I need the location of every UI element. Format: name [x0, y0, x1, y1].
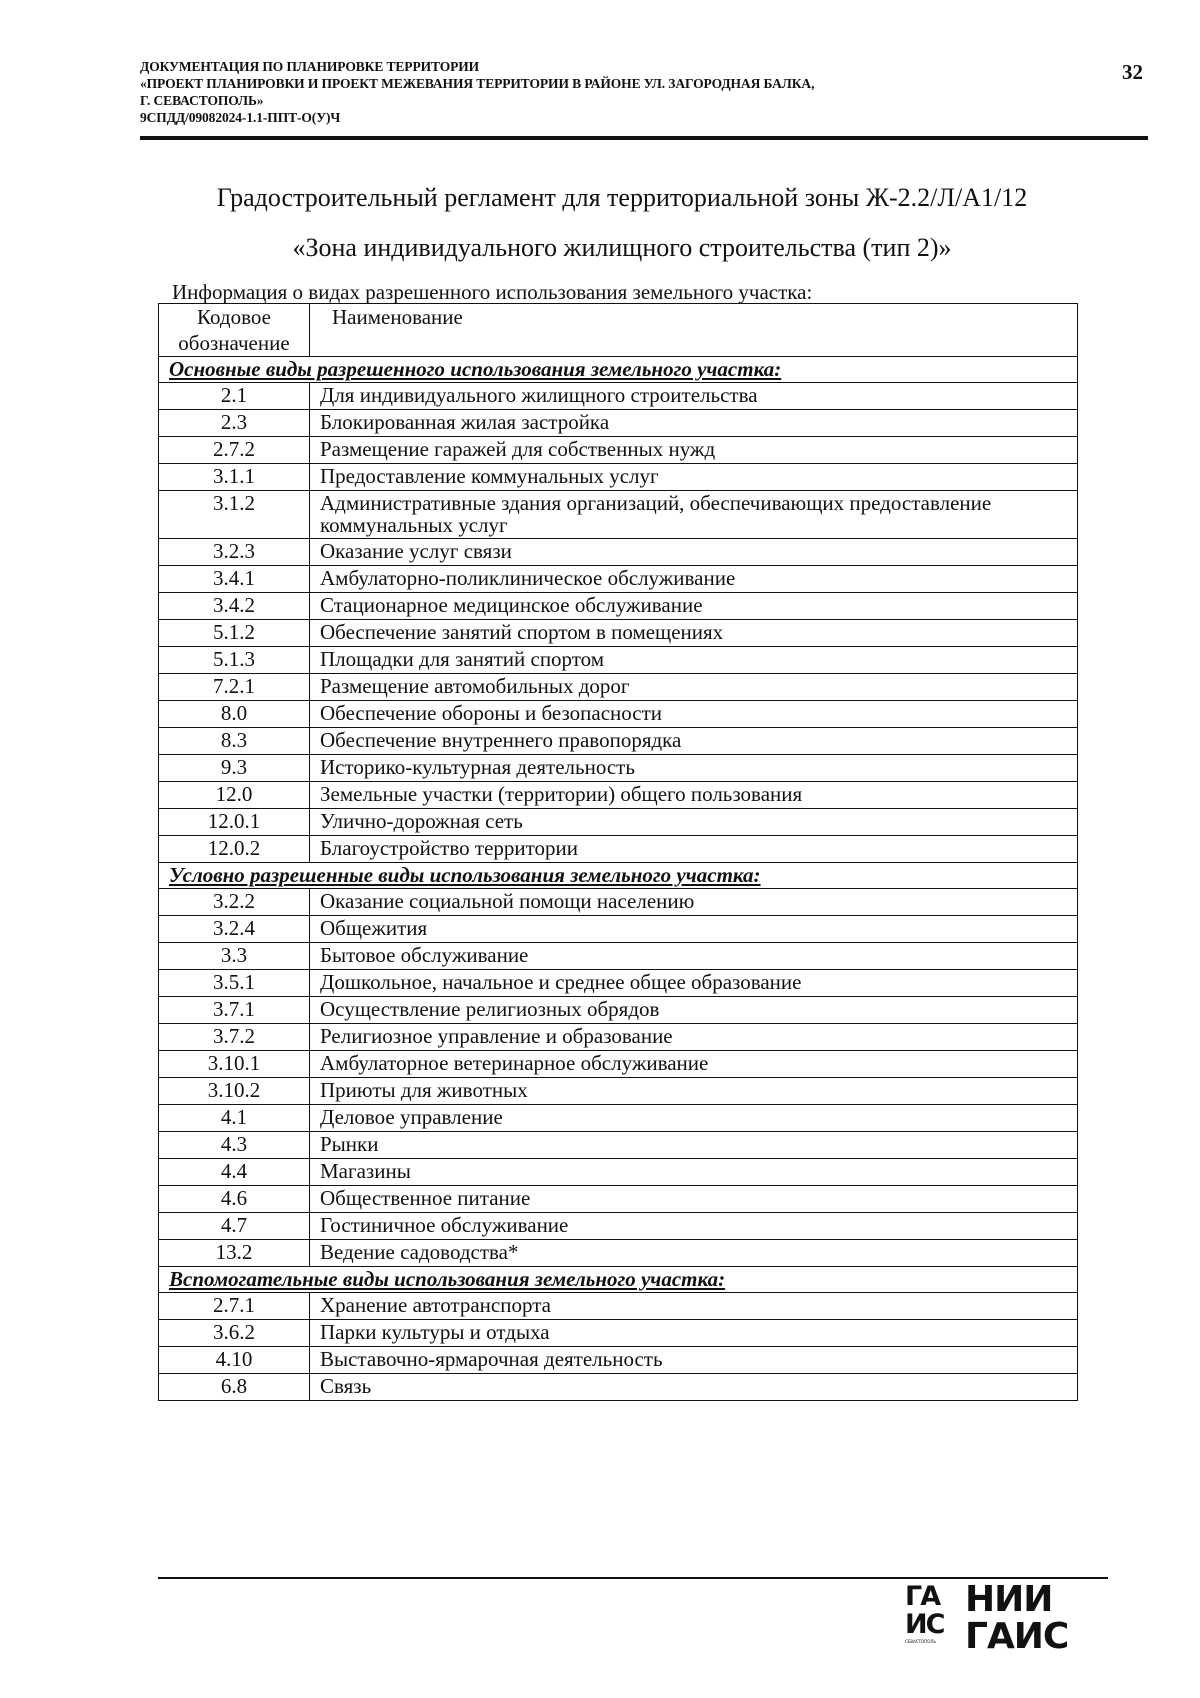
header-line-2: «ПРОЕКТ ПЛАНИРОВКИ И ПРОЕКТ МЕЖЕВАНИЯ ТЕРРИТОРИИ В РАЙОНЕ УЛ. ЗАГОРОДНАЯ БАЛКА,: [140, 76, 815, 91]
logo-mark-top: ГА: [905, 1581, 940, 1612]
table-row: [159, 674, 1078, 701]
use-name: Размещение гаражей для собственных нужд: [310, 437, 1078, 464]
table-row: [159, 464, 1078, 491]
table-row: [159, 889, 1078, 916]
table-row: [159, 701, 1078, 728]
use-name: Предоставление коммунальных услуг: [310, 464, 1078, 491]
use-name: Административные здания организаций, обеспечивающих предоставление коммунальных услуг: [310, 491, 1078, 539]
use-code: 3.4.2: [159, 593, 310, 620]
table-row: [159, 836, 1078, 863]
use-name: Для индивидуального жилищного строительства: [310, 383, 1078, 410]
use-name: Стационарное медицинское обслуживание: [310, 593, 1078, 620]
table-row: [159, 916, 1078, 943]
use-code: 3.7.2: [159, 1024, 310, 1051]
use-code: 3.2.3: [159, 539, 310, 566]
use-name: Обеспечение внутреннего правопорядка: [310, 728, 1078, 755]
use-name: Обеспечение занятий спортом в помещениях: [310, 620, 1078, 647]
section-title: Основные виды разрешенного использования земельного участка:: [159, 357, 1078, 383]
table-row: [159, 566, 1078, 593]
table-row: [159, 1374, 1078, 1401]
use-code: 6.8: [159, 1374, 310, 1401]
table-row: [159, 1078, 1078, 1105]
section-title: Вспомогательные виды использования земельного участка:: [159, 1267, 1078, 1293]
table-row: [159, 491, 1078, 539]
table-row: [159, 1024, 1078, 1051]
header-doc-code: 9СПДД/09082024-1.1-ППТ-О(У)Ч: [140, 110, 341, 125]
table-row: [159, 437, 1078, 464]
page-subtitle: «Зона индивидуального жилищного строительства (тип 2)»: [292, 233, 952, 262]
table-row: [159, 539, 1078, 566]
use-code: 3.1.2: [159, 491, 310, 539]
use-name: Приюты для животных: [310, 1078, 1078, 1105]
niigais-logo: [905, 1579, 1095, 1657]
use-name: Осуществление религиозных обрядов: [310, 997, 1078, 1024]
section-header-row: [159, 863, 1078, 889]
use-name: Ведение садоводства*: [310, 1240, 1078, 1267]
use-code: 7.2.1: [159, 674, 310, 701]
use-name: Земельные участки (территории) общего пользования: [310, 782, 1078, 809]
use-name: Амбулаторное ветеринарное обслуживание: [310, 1051, 1078, 1078]
table-row: [159, 383, 1078, 410]
logo-mark-small: СЕВАСТОПОЛЬ: [905, 1639, 937, 1644]
logo-mark-icon: [905, 1583, 961, 1653]
use-name: Деловое управление: [310, 1105, 1078, 1132]
use-code: 4.1: [159, 1105, 310, 1132]
table-row: [159, 1132, 1078, 1159]
use-name: Рынки: [310, 1132, 1078, 1159]
logo-text-line-1: НИИ: [965, 1579, 1053, 1620]
use-code: 4.10: [159, 1347, 310, 1374]
logo-text: [965, 1581, 1068, 1655]
use-code: 2.1: [159, 383, 310, 410]
use-name: Оказание услуг связи: [310, 539, 1078, 566]
use-code: 13.2: [159, 1240, 310, 1267]
table-row: [159, 1240, 1078, 1267]
col-header-name: Наименование: [310, 304, 1078, 357]
use-name: Историко-культурная деятельность: [310, 755, 1078, 782]
table-row: [159, 1105, 1078, 1132]
table-row: [159, 728, 1078, 755]
use-name: Религиозное управление и образование: [310, 1024, 1078, 1051]
table-row: [159, 620, 1078, 647]
use-name: Выставочно-ярмарочная деятельность: [310, 1347, 1078, 1374]
use-code: 5.1.2: [159, 620, 310, 647]
table-header-row: [159, 304, 1078, 357]
header-line-3: Г. СЕВАСТОПОЛЬ»: [140, 93, 264, 108]
use-code: 2.7.2: [159, 437, 310, 464]
document-header: [140, 58, 1020, 126]
use-name: Площадки для занятий спортом: [310, 647, 1078, 674]
use-code: 3.4.1: [159, 566, 310, 593]
use-name: Гостиничное обслуживание: [310, 1213, 1078, 1240]
header-divider: [140, 136, 1148, 140]
use-name: Бытовое обслуживание: [310, 943, 1078, 970]
use-code: 3.5.1: [159, 970, 310, 997]
use-code: 8.3: [159, 728, 310, 755]
use-name: Благоустройство территории: [310, 836, 1078, 863]
use-code: 3.2.4: [159, 916, 310, 943]
use-code: 4.6: [159, 1186, 310, 1213]
use-code: 2.7.1: [159, 1293, 310, 1320]
use-code: 3.7.1: [159, 997, 310, 1024]
use-name: Улично-дорожная сеть: [310, 809, 1078, 836]
header-line-1: ДОКУМЕНТАЦИЯ ПО ПЛАНИРОВКЕ ТЕРРИТОРИИ: [140, 59, 480, 74]
use-name: Дошкольное, начальное и среднее общее образование: [310, 970, 1078, 997]
col-header-code: Кодовое обозначение: [159, 304, 310, 357]
use-code: 9.3: [159, 755, 310, 782]
table-row: [159, 1347, 1078, 1374]
use-name: Связь: [310, 1374, 1078, 1401]
table-row: [159, 782, 1078, 809]
use-code: 3.6.2: [159, 1320, 310, 1347]
use-code: 4.7: [159, 1213, 310, 1240]
logo-mark-bottom: ИС: [905, 1609, 944, 1640]
use-code: 12.0.2: [159, 836, 310, 863]
use-code: 12.0.1: [159, 809, 310, 836]
use-name: Общественное питание: [310, 1186, 1078, 1213]
use-code: 3.10.2: [159, 1078, 310, 1105]
table-row: [159, 647, 1078, 674]
use-name: Обеспечение обороны и безопасности: [310, 701, 1078, 728]
permitted-use-table: [158, 303, 1078, 1401]
table-row: [159, 1051, 1078, 1078]
table-row: [159, 943, 1078, 970]
use-code: 3.10.1: [159, 1051, 310, 1078]
use-code: 12.0: [159, 782, 310, 809]
use-code: 3.2.2: [159, 889, 310, 916]
page-number: 32: [1122, 60, 1143, 84]
table-row: [159, 755, 1078, 782]
use-code: 4.4: [159, 1159, 310, 1186]
table-row: [159, 997, 1078, 1024]
use-name: Блокированная жилая застройка: [310, 410, 1078, 437]
use-code: 5.1.3: [159, 647, 310, 674]
use-code: 3.3: [159, 943, 310, 970]
table-row: [159, 1186, 1078, 1213]
use-code: 4.3: [159, 1132, 310, 1159]
table-row: [159, 410, 1078, 437]
use-name: Оказание социальной помощи населению: [310, 889, 1078, 916]
table-row: [159, 1159, 1078, 1186]
page-title: Градостроительный регламент для территориальной зоны Ж-2.2/Л/А1/12: [216, 183, 1028, 212]
section-header-row: [159, 357, 1078, 383]
use-code: 2.3: [159, 410, 310, 437]
table-intro: Информация о видах разрешенного использования земельного участка:: [172, 280, 813, 304]
table-row: [159, 1293, 1078, 1320]
use-name: Хранение автотранспорта: [310, 1293, 1078, 1320]
use-name: Размещение автомобильных дорог: [310, 674, 1078, 701]
section-title: Условно разрешенные виды использования земельного участка:: [159, 863, 1078, 889]
section-header-row: [159, 1267, 1078, 1293]
use-code: 8.0: [159, 701, 310, 728]
use-name: Парки культуры и отдыха: [310, 1320, 1078, 1347]
use-name: Магазины: [310, 1159, 1078, 1186]
logo-text-line-2: ГАИС: [965, 1616, 1069, 1657]
use-name: Амбулаторно-поликлиническое обслуживание: [310, 566, 1078, 593]
use-name: Общежития: [310, 916, 1078, 943]
table-row: [159, 1320, 1078, 1347]
use-code: 3.1.1: [159, 464, 310, 491]
table-row: [159, 970, 1078, 997]
table-row: [159, 1213, 1078, 1240]
table-row: [159, 809, 1078, 836]
table-row: [159, 593, 1078, 620]
